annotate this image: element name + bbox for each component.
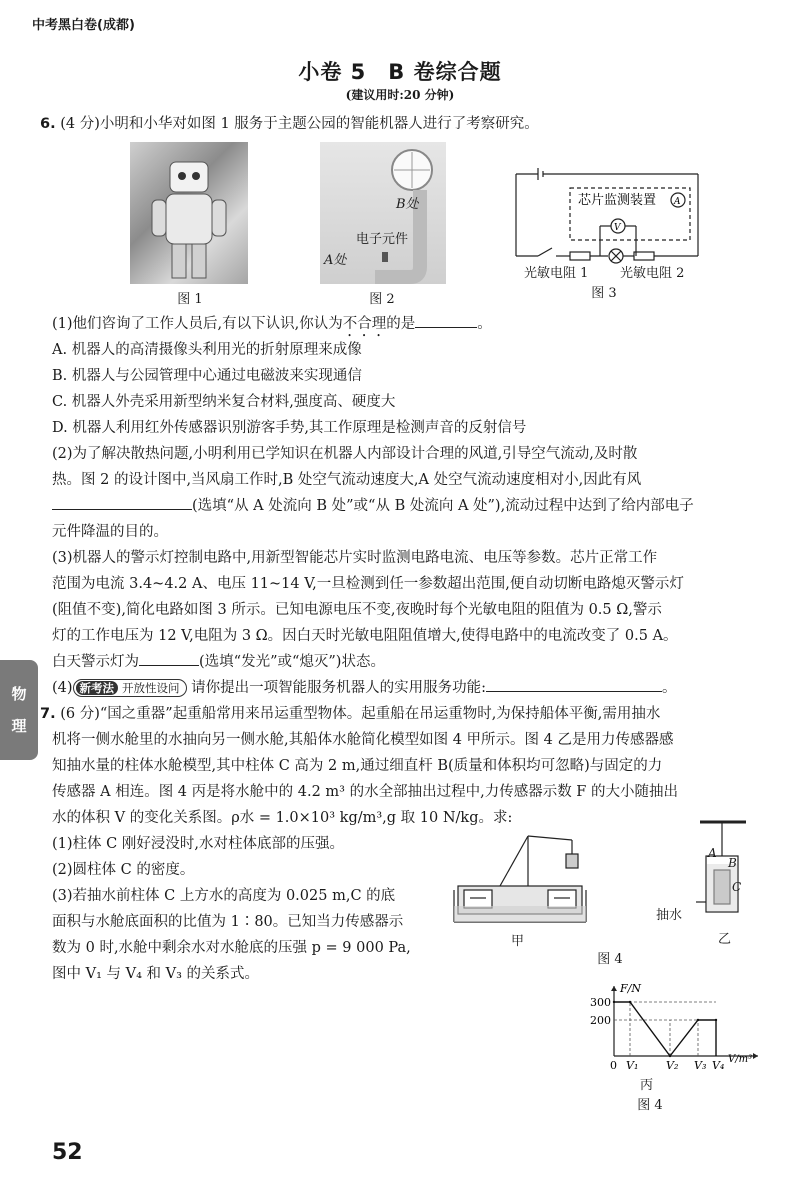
q6-p3-line1: (3)机器人的警示灯控制电路中,用新型智能芯片实时监测电路电流、电压等参数。芯片正常工作 [52, 550, 658, 566]
q7-sub3-line4: 图中 V₁ 与 V₄ 和 V₃ 的关系式。 [52, 966, 260, 982]
fig2-label-b: B处 [396, 197, 419, 212]
f-v-series-line [614, 1002, 716, 1056]
q6-number: 6. [40, 116, 56, 132]
fig2-label-component: 电子元件 [356, 232, 409, 247]
q6-p4-answer-blank[interactable] [486, 677, 662, 692]
q7-line1-text: (6 分)“国之重器”起重船常用来吊运重型物体。起重船在吊运重物时,为保持船体平衡,需用抽水 [60, 706, 661, 722]
q6-p1-answer-blank[interactable] [415, 313, 477, 328]
fig4-bing-chart [580, 980, 770, 1074]
data-point [697, 1019, 699, 1021]
x-axis-arrow [753, 1053, 758, 1059]
fig4-yi-cylinder-model [690, 812, 754, 922]
subject-side-tab [0, 660, 38, 760]
side-tab-char-1: 物 [11, 685, 27, 703]
fig2-label-a: A处 [324, 253, 347, 268]
q7-sub2: (2)圆柱体 C 的密度。 [52, 862, 195, 878]
y-axis-arrow [611, 986, 617, 991]
fig3-resistor2-label: 光敏电阻 2 [620, 266, 685, 281]
y-tick-label: 300 [590, 996, 611, 1009]
fig4-yi-label-c: C [732, 880, 742, 894]
robot-image [130, 142, 248, 284]
q6-p3-line5-pre: 白天警示灯为 [52, 654, 139, 670]
side-tab-char-2: 理 [11, 717, 27, 735]
fig4-jia-crane-ship [450, 830, 590, 926]
q6-p2-line3 [52, 494, 694, 518]
x-tick-label: V₃ [694, 1059, 707, 1072]
fig1-robot-photo [130, 142, 248, 284]
fig3-caption: 图 3 [591, 286, 617, 301]
page-number: 52 [52, 1140, 83, 1165]
q6-p1-post: 的是 [386, 316, 416, 332]
q6-p2-answer-blank[interactable] [52, 495, 192, 510]
fig4-yi-label-b: B [728, 856, 737, 870]
book-header: 中考黑白卷(成都) [32, 18, 135, 33]
q6-p2-line3-text: (选填“从 A 处流向 B 处”或“从 B 处流向 A 处”),流动过程中达到了给内部电子 [192, 498, 694, 514]
x-tick-label: V₄ [712, 1059, 725, 1072]
x-tick-label: V₁ [626, 1059, 639, 1072]
q7-sub3-line1: (3)若抽水前柱体 C 上方水的高度为 0.025 m,C 的底 [52, 888, 396, 904]
new-method-tag [73, 679, 187, 697]
q7-sub1: (1)柱体 C 刚好浸没时,水对柱体底部的压强。 [52, 836, 344, 852]
fig3-monitor-label: 芯片监测装置 [578, 193, 657, 208]
q7-sub3-line3: 数为 0 时,水舱中剩余水对水舱底的压强 p = 9 000 Pa, [52, 940, 411, 956]
page-subtitle: (建议用时:20 分钟) [345, 88, 455, 102]
data-point [669, 1055, 671, 1057]
q6-stem [40, 112, 539, 136]
q6-option-c: C. 机器人外壳采用新型纳米复合材料,强度高、硬度大 [52, 394, 396, 410]
q6-p3-line5 [52, 650, 385, 674]
fig1-caption: 图 1 [177, 292, 203, 307]
q6-option-d: D. 机器人利用红外传感器识别游客手势,其工作原理是检测声音的反射信号 [52, 420, 527, 436]
fig4-caption-bottom: 图 4 [637, 1098, 663, 1113]
q7-line1 [40, 702, 660, 726]
q7-number: 7. [40, 706, 56, 722]
data-point [629, 1001, 631, 1003]
q6-p4-end: 。 [662, 680, 677, 696]
q6-p3-answer-blank[interactable] [139, 651, 199, 666]
electronic-component-icon [382, 252, 388, 262]
fig4-yi-label-a: A [708, 846, 717, 860]
new-method-tag-label: 新考法 [76, 681, 119, 695]
q6-p2-line1: (2)为了解决散热问题,小明利用已学知识在机器人内部设计合理的风道,引导空气流动,及时散 [52, 446, 638, 462]
q7-line2: 机将一侧水舱里的水抽向另一侧水舱,其船体水舱简化模型如图 4 甲所示。图 4 乙是用力传感器感 [52, 732, 674, 748]
q6-option-a: A. 机器人的高清摄像头利用光的折射原理来成像 [52, 342, 362, 358]
q6-p3-line3: (阻值不变),简化电路如图 3 所示。已知电源电压不变,夜晚时每个光敏电阻的阻值为 0.5 Ω,警示 [52, 602, 662, 618]
fig2-caption: 图 2 [369, 292, 395, 307]
q6-option-b: B. 机器人与公园管理中心通过电磁波来实现通信 [52, 368, 362, 384]
q7-line3: 知抽水量的柱体水舱模型,其中柱体 C 高为 2 m,通过细直杆 B(质量和体积均可忽略)与固定的力 [52, 758, 663, 774]
q6-p1-emphasis: 不合理 [342, 316, 387, 332]
data-point [613, 1001, 615, 1003]
q7-sub3-line2: 面积与水舱底面积的比值为 1∶80。已知当力传感器示 [52, 914, 404, 930]
fig4-yi-pump-label: 抽水 [656, 908, 683, 923]
open-question-tag-label: 开放性设问 [122, 681, 180, 695]
q6-p3-line2: 范围为电流 3.4~4.2 A、电压 11~14 V,一旦检测到任一参数超出范围,便自动切断电路熄灭警示灯 [52, 576, 684, 592]
y-tick-label: 200 [590, 1014, 611, 1027]
fig3-resistor1-label: 光敏电阻 1 [524, 266, 589, 281]
fig4-jia-label: 甲 [511, 934, 525, 949]
q6-p4-pre: (4) [52, 680, 73, 696]
q6-p3-line4: 灯的工作电压为 12 V,电阻为 3 Ω。因白天时光敏电阻阻值增大,使得电路中的电流改变了 0.5 A。 [52, 628, 678, 644]
q6-p1-end: 。 [477, 316, 492, 332]
x-axis-label: V/m³ [728, 1054, 753, 1065]
q6-p4-text: 请你提出一项智能服务机器人的实用服务功能: [191, 680, 487, 696]
voltmeter-icon: V [614, 223, 621, 233]
q6-p2-line2: 热。图 2 的设计图中,当风扇工作时,B 处空气流动速度大,A 处空气流动速度相对小,因此有风 [52, 472, 642, 488]
fig4-bing-label: 丙 [640, 1078, 654, 1093]
x-tick-label: V₂ [666, 1059, 679, 1072]
y-axis-label: F/N [620, 982, 641, 995]
x-tick-label: 0 [610, 1059, 617, 1072]
fig4-yi-label: 乙 [718, 932, 732, 947]
fig3-circuit-diagram [508, 164, 708, 274]
q6-p1-pre: (1)他们咨询了工作人员后,有以下认识,你认为 [52, 316, 343, 332]
ammeter-icon: A [674, 197, 681, 207]
q6-p3-line5-post: (选填“发光”或“熄灭”)状态。 [199, 654, 385, 670]
q6-part1 [52, 312, 492, 340]
q6-stem-text: (4 分)小明和小华对如图 1 服务于主题公园的智能机器人进行了考察研究。 [60, 116, 539, 132]
q6-p2-line4: 元件降温的目的。 [52, 524, 168, 540]
q7-line4: 传感器 A 相连。图 4 丙是将水舱中的 4.2 m³ 的水全部抽出过程中,力传感器示数 F 的大小随抽出 [52, 784, 678, 800]
fig4-caption-top: 图 4 [597, 952, 623, 967]
q6-part4 [52, 676, 677, 700]
q7-line5: 水的体积 V 的变化关系图。ρ水 = 1.0×10³ kg/m³,g 取 10 N/kg。求: [52, 810, 513, 826]
page-title: 小卷 5 B 卷综合题 [298, 60, 502, 84]
